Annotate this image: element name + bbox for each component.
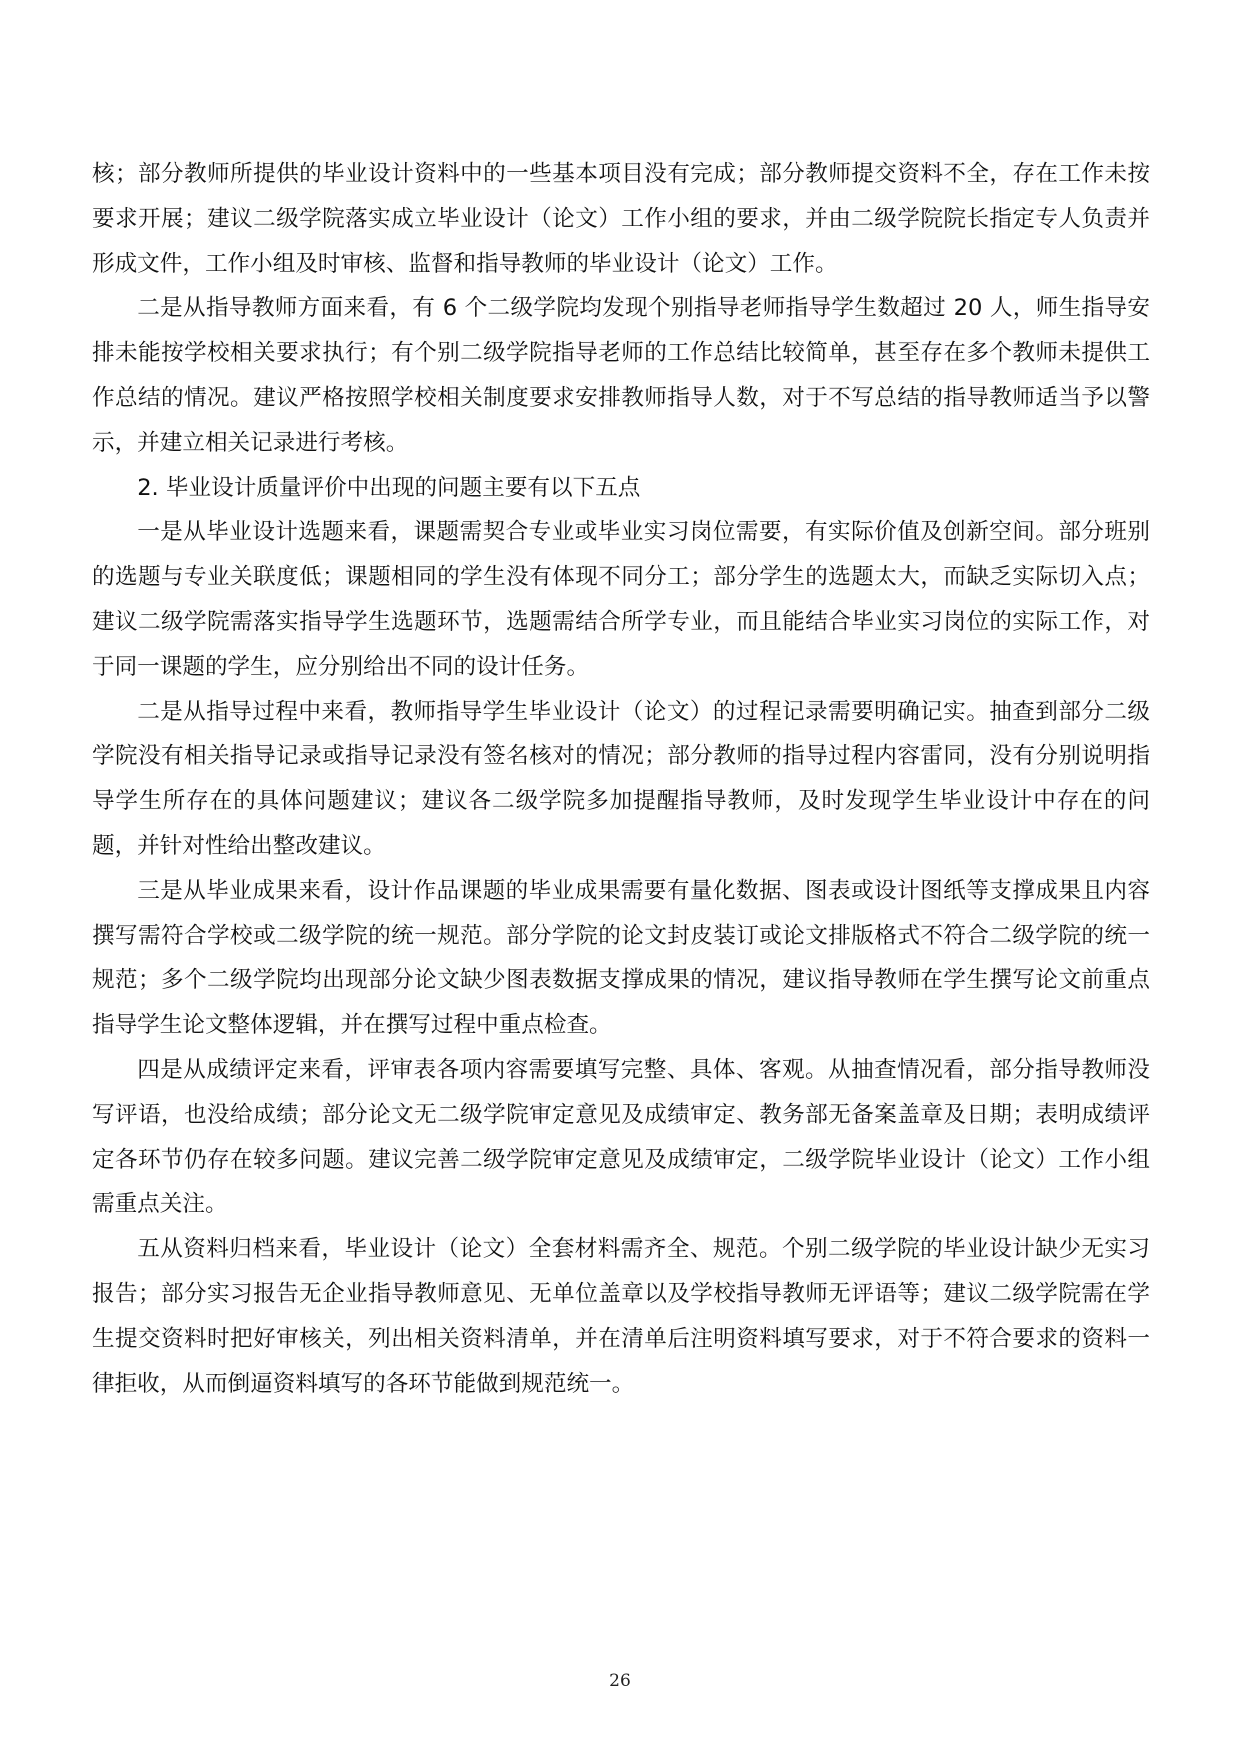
paragraph-graduation-results: 三是从毕业成果来看，设计作品课题的毕业成果需要有量化数据、图表或设计图纸等支撑成果且内容撰写需符合学校或二级学院的统一规范。部分学院的论文封皮装订或论文排版格式不符合二级学院的统一规范；多个二级学院均出现部分论文缺少图表数据支撑成果的情况，建议指导教师在学生撰写论文前重点指导学生论文整体逻辑，并在撰写过程中重点检查。	[92, 877, 1150, 1039]
body-text	[92, 152, 1150, 1406]
paragraph-advisor-issues: 二是从指导教师方面来看，有 6 个二级学院均发现个别指导老师指导学生数超过 20 人，师生指导安排未能按学校相关要求执行；有个别二级学院指导老师的工作总结比较简单，甚至存在多个教师未提供工作总结的情况。建议严格按照学校相关制度要求安排教师指导人数，对于不写总结的指导教师适当予以警示，并建立相关记录进行考核。	[92, 295, 1150, 456]
page-number: 26	[609, 1671, 631, 1691]
paragraph-archiving: 五从资料归档来看，毕业设计（论文）全套材料需齐全、规范。个别二级学院的毕业设计缺少无实习报告；部分实习报告无企业指导教师意见、无单位盖章以及学校指导教师无评语等；建议二级学院需在学生提交资料时把好审核关，列出相关资料清单，并在清单后注明资料填写要求，对于不符合要求的资料一律拒收，从而倒逼资料填写的各环节能做到规范统一。	[92, 1236, 1150, 1397]
paragraph-grading: 四是从成绩评定来看，评审表各项内容需要填写完整、具体、客观。从抽查情况看，部分指导教师没写评语，也没给成绩；部分论文无二级学院审定意见及成绩审定、教务部无备案盖章及日期；表明成绩评定各环节仍存在较多问题。建议完善二级学院审定意见及成绩审定，二级学院毕业设计（论文）工作小组需重点关注。	[92, 1056, 1150, 1218]
paragraph-topic-selection: 一是从毕业设计选题来看，课题需契合专业或毕业实习岗位需要，有实际价值及创新空间。部分班别的选题与专业关联度低；课题相同的学生没有体现不同分工；部分学生的选题太大，而缺乏实际切入点；建议二级学院需落实指导学生选题环节，选题需结合所学专业，而且能结合毕业实习岗位的实际工作，对于同一课题的学生，应分别给出不同的设计任务。	[92, 519, 1150, 680]
paragraph-continuation: 核；部分教师所提供的毕业设计资料中的一些基本项目没有完成；部分教师提交资料不全，存在工作未按要求开展；建议二级学院落实成立毕业设计（论文）工作小组的要求，并由二级学院院长指定专人负责并形成文件，工作小组及时审核、监督和指导教师的毕业设计（论文）工作。	[92, 161, 1150, 277]
paragraph-guidance-process: 二是从指导过程中来看，教师指导学生毕业设计（论文）的过程记录需要明确记实。抽查到部分二级学院没有相关指导记录或指导记录没有签名核对的情况；部分教师的指导过程内容雷同，没有分别说明指导学生所存在的具体问题建议；建议各二级学院多加提醒指导教师，及时发现学生毕业设计中存在的问题，并针对性给出整改建议。	[92, 698, 1150, 859]
section-heading-quality-issues: 2. 毕业设计质量评价中出现的问题主要有以下五点	[137, 474, 641, 501]
